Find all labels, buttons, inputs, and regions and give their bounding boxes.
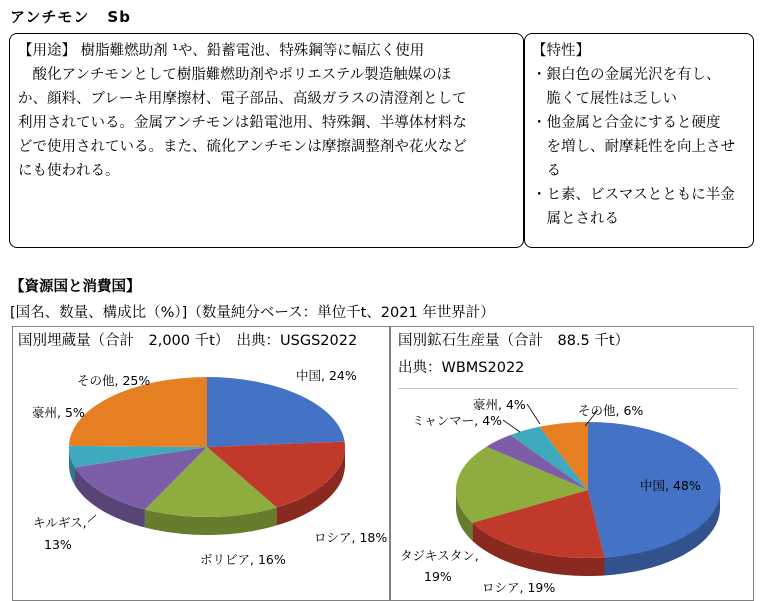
- properties-line: る: [532, 163, 561, 179]
- uses-line: どで使用されている。また、硫化アンチモンは摩擦調整剤や花火など: [18, 139, 467, 155]
- uses-line: か、顔料、ブレーキ用摩擦材、電子部品、高級ガラスの清澄剤として: [18, 91, 467, 107]
- label-australia: 豪州, 5%: [32, 405, 85, 420]
- properties-line: 【特性】: [532, 43, 590, 59]
- label-bolivia: ボリビア, 16%: [200, 552, 286, 567]
- leader-line-australia: [527, 404, 540, 424]
- label-kyrgyzstan: キルギス,: [33, 515, 87, 530]
- label-others: その他, 25%: [77, 373, 151, 388]
- label-tajikistan-pct: 19%: [424, 569, 452, 584]
- leader-line-myanmar: [503, 420, 520, 432]
- properties-line: ・ヒ素、ビスマスとともに半金: [532, 187, 735, 203]
- uses-line: にも使われる。: [18, 163, 120, 179]
- pie-slice-china: [207, 377, 345, 447]
- reserves-chart-title: 国別埋蔵量（合計 2,000 千t） 出典：USGS2022: [18, 333, 358, 349]
- properties-line: ・銀白色の金属光沢を有し、: [532, 67, 721, 83]
- label-russia: ロシア, 18%: [314, 530, 388, 545]
- properties-line: 脆くて展性は乏しい: [532, 91, 677, 107]
- uses-line: 【用途】 樹脂難燃助剤 ¹や、鉛蓄電池、特殊鋼等に幅広く使用: [18, 43, 425, 59]
- properties-line: ・他金属と合金にすると硬度: [532, 115, 721, 131]
- uses-line: 酸化アンチモンとして樹脂難燃助剤やポリエステル製造触媒のほ: [18, 67, 452, 83]
- label-kyrgyzstan-pct: 13%: [44, 537, 72, 552]
- element-name: アンチモン: [10, 8, 90, 26]
- element-symbol: Sb: [107, 8, 131, 26]
- label-myanmar: ミャンマー, 4%: [412, 413, 503, 428]
- label-russia: ロシア, 19%: [482, 580, 556, 595]
- label-china: 中国, 48%: [640, 478, 701, 493]
- properties-line: 属とされる: [532, 211, 619, 227]
- label-others: その他, 6%: [578, 403, 644, 418]
- properties-line: を増し、耐摩耗性を向上させ: [532, 139, 735, 155]
- section-title: 【資源国と消費国】: [10, 279, 141, 295]
- leader-line-kyrgyzstan: [88, 515, 96, 522]
- production-chart-source: 出典：WBMS2022: [398, 360, 525, 376]
- unit-note: [国名、数量、構成比（%）]（数量純分ベース：単位千t、2021 年世界計）: [10, 305, 495, 321]
- production-chart-title: 国別鉱石生産量（合計 88.5 千t）: [398, 333, 630, 349]
- label-china: 中国, 24%: [296, 368, 357, 383]
- label-tajikistan: タジキスタン,: [400, 548, 479, 563]
- label-australia: 豪州, 4%: [473, 397, 526, 412]
- uses-line: 利用されている。金属アンチモンは鉛電池用、特殊鋼、半導体材料な: [18, 115, 467, 131]
